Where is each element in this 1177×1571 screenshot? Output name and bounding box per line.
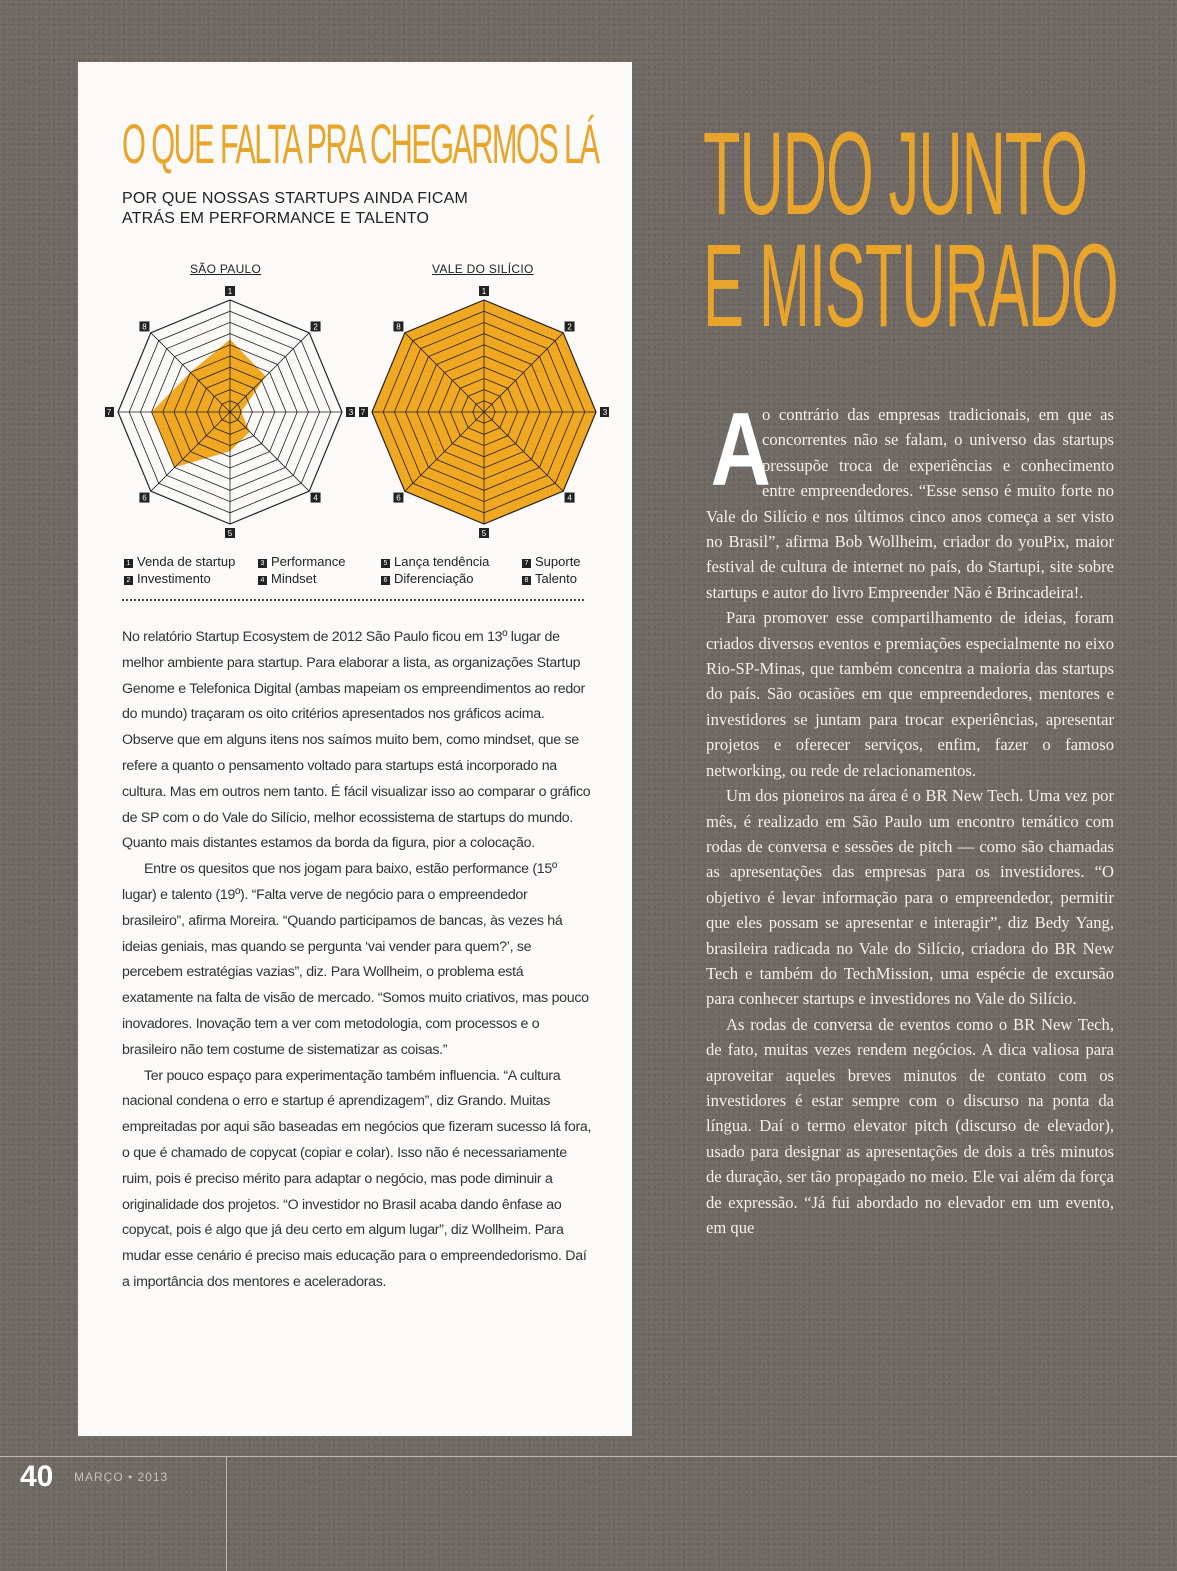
legend-number: 5 [381,559,390,568]
footer-rule [0,1456,1177,1457]
sidebar-title: O QUE FALTA PRA CHEGARMOS LÁ [122,112,599,175]
radar-axis-label: 4 [567,493,572,503]
chart-label-sao-paulo: SÃO PAULO [190,262,262,276]
article-paragraph: As rodas de conversa de eventos como o BR New Tech, de fato, muitas vezes rendem negócios. A dica valiosa para aproveitar aqueles breves minutos de contato com os investidores é estar sempre com o discurso na ponta da língua. Daí o termo elevator pitch (discurso de elevador), usado para designar as apresentações de dois a três minutos de duração, ser tão propagado no meio. Ele vai além da força de expressão. “Já fui abordado no elevador em um evento, em que [706,1014,1114,1237]
radar-axis-label: 7 [106,408,112,417]
radar-axis-label: 5 [481,529,487,538]
radar-axis-label: 8 [396,322,401,332]
legend-label: Performance [271,554,346,569]
legend-label: Lança tendência [394,554,490,569]
sidebar-paragraph: No relatório Startup Ecosystem de 2012 São Paulo ficou em 13º lugar de melhor ambiente para startup. Para elaborar a lista, as organizações Startup Genome e Telefonica Digital (ambas mapeiam os empreendimentos ao redor do mundo) traçaram os oito critérios apresentados nos gráficos acima. Observe que em alguns itens nos saímos muito bem, como mindset, que se refere a quanto o pensamento voltado para startups está incorporado na cultura. Mas em outros nem tanto. É fácil visualizar isso ao comparar o gráfico de SP com o do Vale do Silício, melhor ecossistema de startups do mundo. Quanto mais distantes estamos da borda da figura, pior a colocação. [122,629,591,852]
sidebar-paragraph: Ter pouco espaço para experimentação também influencia. “A cultura nacional condena o erro e startup é aprendizagem”, diz Grando. Muitas empreitadas por aqui são baseadas em negócios que fizeram sucesso lá fora, o que é chamado de copycat (copiar e colar). Isso não é necessariamente ruim, pois é preciso mérito para adaptar o negócio, mas pode diminuir a originalidade dos projetos. “O investidor no Brasil acaba dando ênfase ao copycat, pois é algo que já deu certo em algum lugar”, diz Wollheim. Para mudar esse cenário é preciso mais educação para o empreendedorismo. Daí a importância dos mentores e aceleradoras. [122,1067,592,1290]
sidebar-subtitle [122,189,522,229]
issue-date: MARÇO • 2013 [74,1470,169,1484]
legend-item [258,553,345,570]
radar-axis-label: 5 [227,529,233,538]
legend-item [522,570,581,587]
legend-number: 7 [522,559,531,568]
legend-col-3 [381,553,489,587]
sidebar-subtitle-line: ATRÁS EM PERFORMANCE E TALENTO [122,210,430,227]
radar-axis-label: 8 [142,322,147,332]
article-paragraph-text: o contrário das empresas tradicionais, em que as concorrentes não se falam, o universo das startups pressupõe troca de experiências e conhecimento entre empreendedores. “Esse senso é muito forte no Vale do Silício e nos últimos cinco anos começa a ser visto no Brasil”, afirma Bob Wollheim, criador do youPix, maior festival de cultura de internet no país, do Startupi, site sobre startups e autor do livro Empreender Não é Brincadeira!. [706,405,1114,602]
page-number: 40 [20,1460,54,1493]
legend-number: 1 [124,559,133,568]
article-title-line: TUDO JUNTO [703,108,1087,240]
legend-item [124,553,235,570]
legend-item [381,570,489,587]
legend-item [124,570,235,587]
sidebar-paragraph: Entre os quesitos que nos jogam para baixo, estão performance (15º lugar) e talento (19º). “Falta verve de negócio para o empreendedor brasileiro”, afirma Moreira. “Quando participamos de bancas, às vezes há ideias geniais, mas quando se pergunta ‘vai vender para quem?’, se percebem estratégias vazias”, diz. Para Wollheim, o problema está exatamente na falta de visão de mercado. “Somos muito criativos, mas pouco inovadores. Inovação tem a ver com metodologia, com processos e o brasileiro não tem costume de sistematizar as coisas.” [122,861,589,1058]
radar-chart-sao-paulo [105,282,355,542]
legend-label: Investimento [137,571,211,586]
radar-axis-label: 1 [481,287,487,296]
article-title [703,108,1118,352]
article-paragraph: Para promover esse compartilhamento de ideias, foram criados diversos eventos e premiações especialmente no eixo Rio-SP-Minas, que também concentra a maioria das startups do país. São ocasiões em que empreendedores, mentores e investidores se juntam para trocar experiências, apresentar projetos e oferecer serviços, enfim, fazer o famoso networking, ou rede de relacionamentos. [706,608,1114,780]
article-title-line: E MISTURADO [703,220,1118,352]
radar-axis-label: 2 [313,322,318,332]
legend-col-1 [124,553,235,587]
article-body [706,392,1114,1240]
radar-axis-label: 1 [227,287,233,296]
legend-item [381,553,489,570]
legend-number: 8 [522,576,531,585]
sidebar-body [122,625,592,1296]
legend-label: Venda de startup [137,554,236,569]
sidebar-box [78,62,632,1436]
legend-label: Suporte [535,554,581,569]
legend-number: 4 [258,576,267,585]
radar-axis-label: 6 [142,493,147,503]
radar-axis-label: 3 [602,408,608,417]
radar-axis-label: 6 [396,493,401,503]
dotted-divider [122,599,584,601]
legend-number: 3 [258,559,267,568]
footer-divider [226,1456,227,1571]
article-paragraph: Um dos pioneiros na área é o BR New Tech. Uma vez por mês, é realizado em São Paulo um encontro temático com rodas de conversa e sessões de pitch — como são chamadas as apresentações das empresas para os investidores. “O objetivo é levar informação para o empreendedor, permitir que eles possam se apresentar e interagir”, diz Bedy Yang, brasileira radicada no Vale do Silício, criadora do BR New Tech e também do TechMission, uma espécie de excursão para conhecer startups e investidores no Vale do Silício. [706,786,1114,1009]
legend-item [258,570,345,587]
radar-axis-label: 2 [567,322,572,332]
chart-label-vale-do-silicio: VALE DO SILÍCIO [432,262,534,276]
radar-chart-vale-do-silicio [359,282,609,542]
legend-item [522,553,581,570]
legend-col-4 [522,553,581,587]
radar-axis-label: 4 [313,493,318,503]
drop-cap: A [710,392,771,508]
article-paragraph [706,392,1114,605]
legend-number: 6 [381,576,390,585]
radar-axis-label: 7 [360,408,366,417]
legend-label: Diferenciação [394,571,474,586]
legend-label: Mindset [271,571,317,586]
sidebar-subtitle-line: POR QUE NOSSAS STARTUPS AINDA FICAM [122,190,469,207]
legend-number: 2 [124,576,133,585]
legend-label: Talento [535,571,577,586]
legend-col-2 [258,553,345,587]
radar-axis-label: 3 [348,408,354,417]
